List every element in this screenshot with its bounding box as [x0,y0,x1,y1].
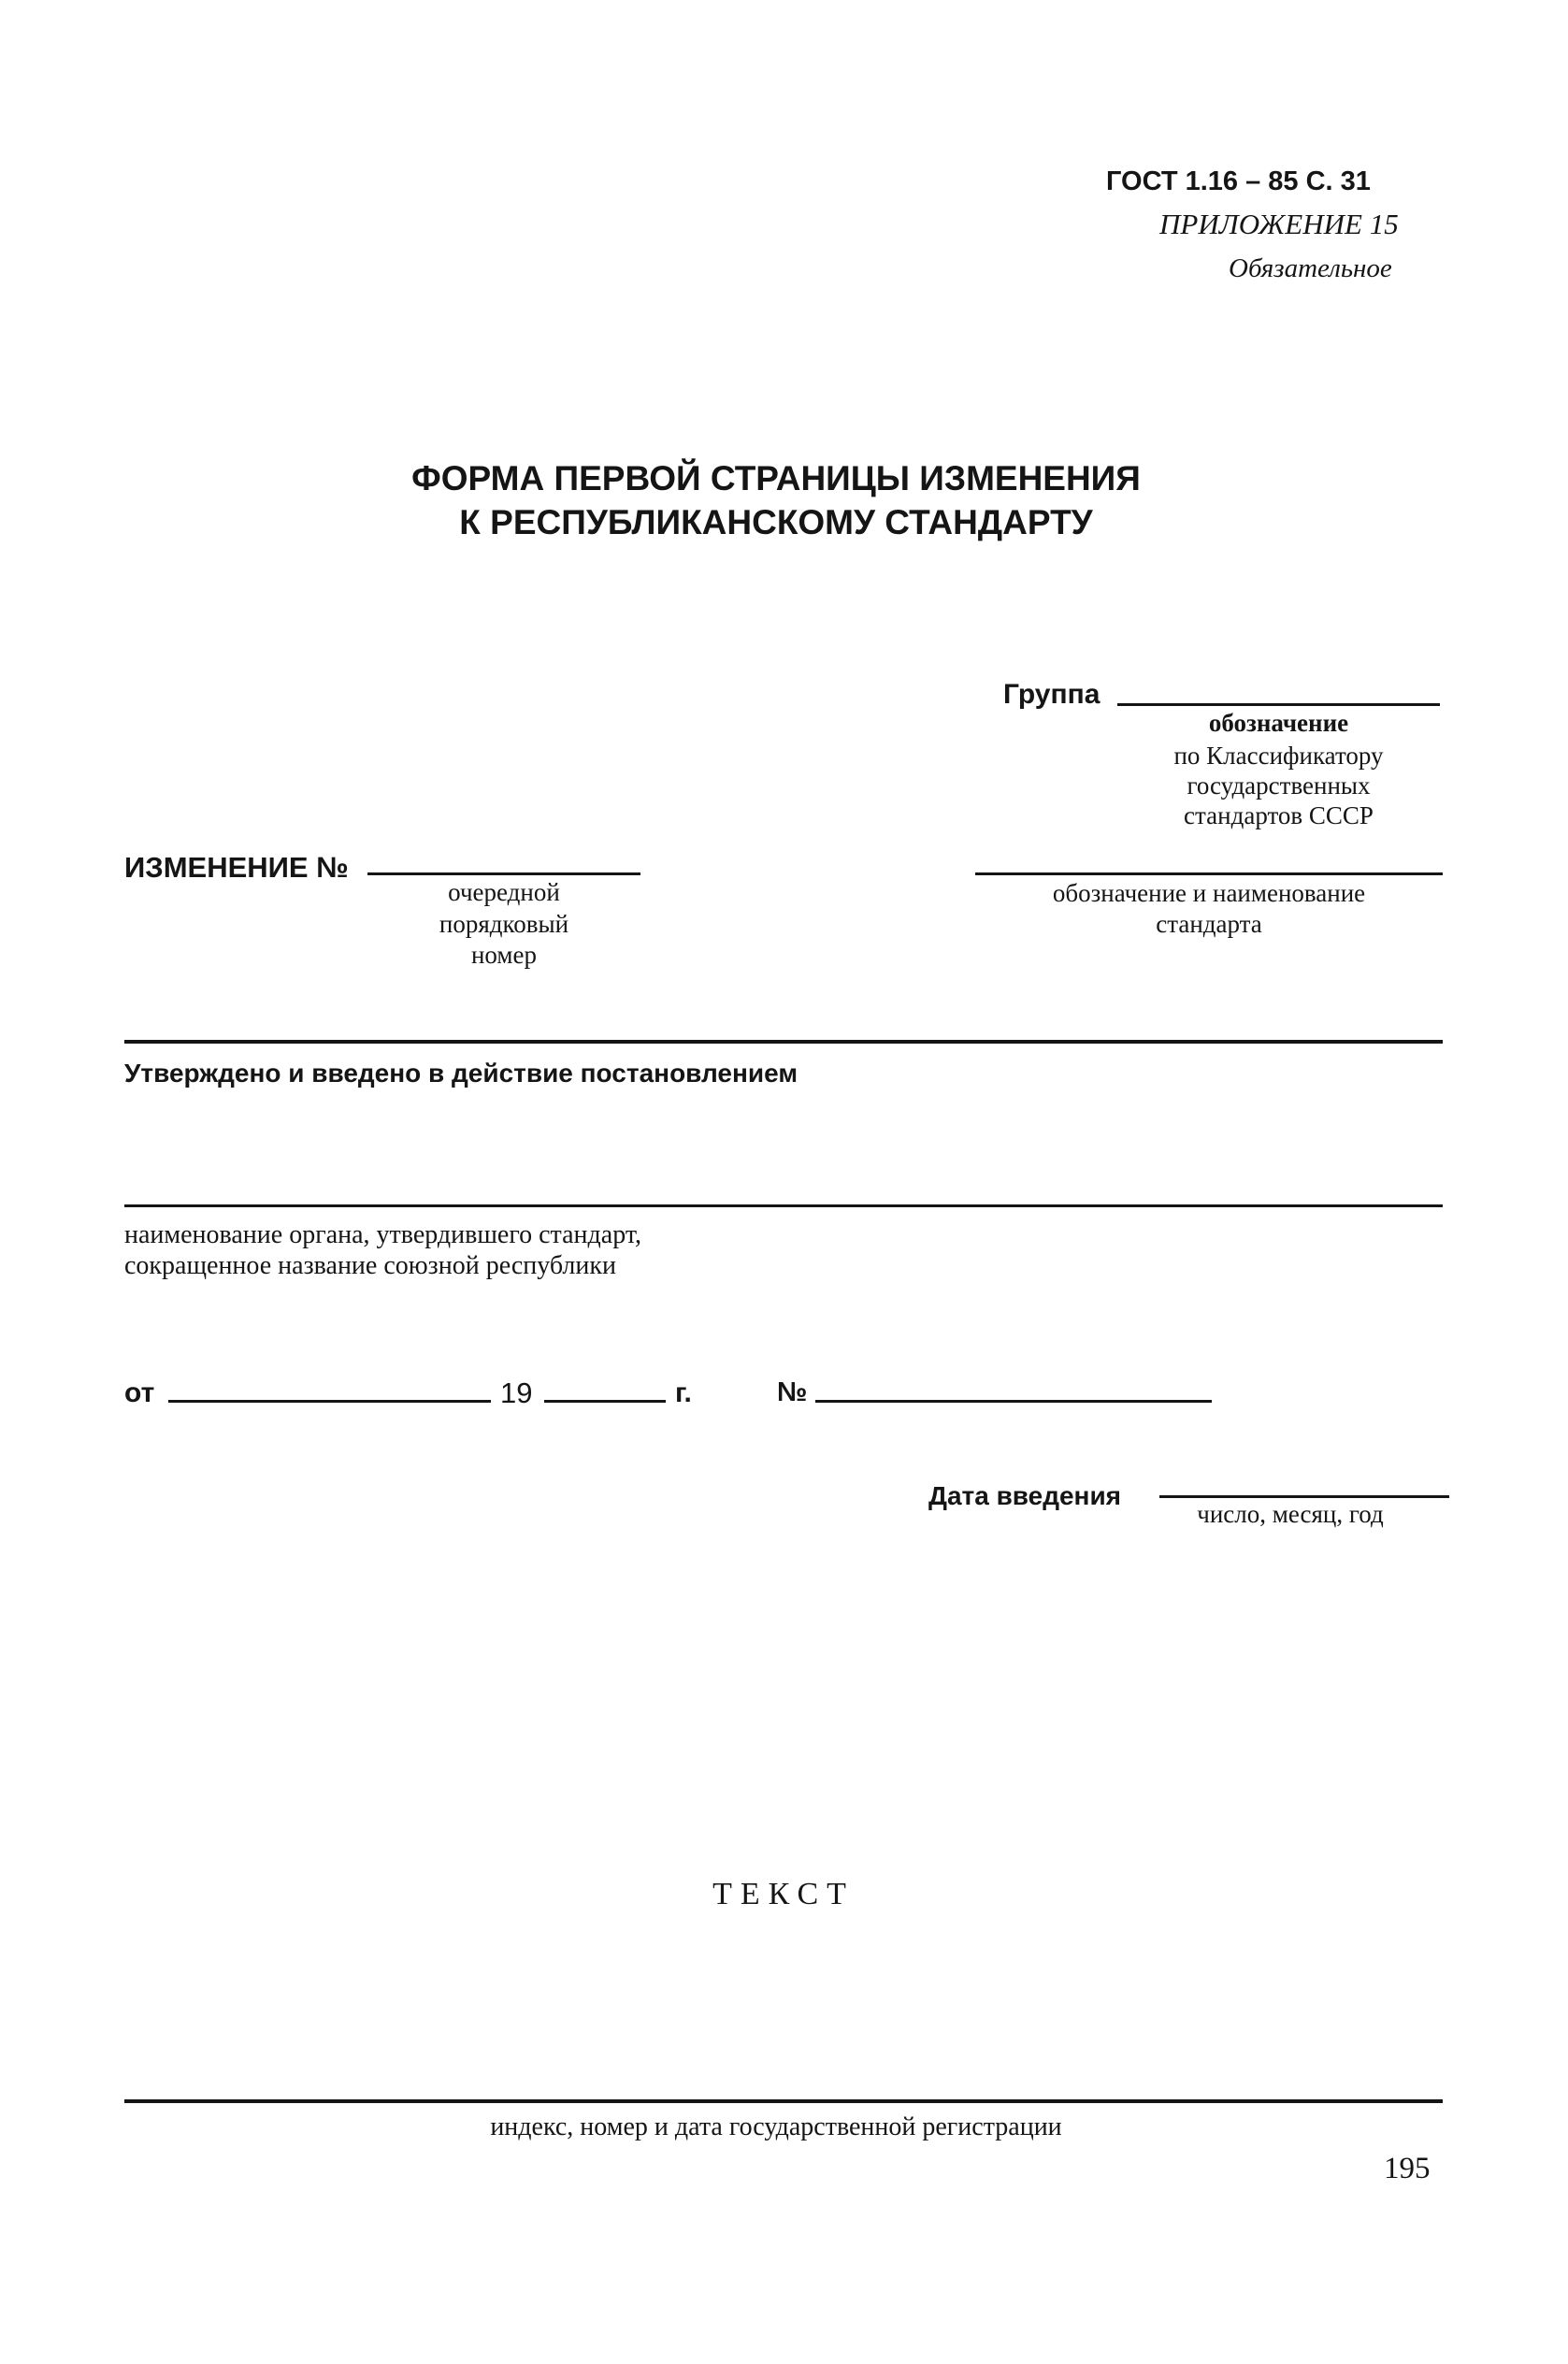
page-number: 195 [1384,2152,1431,2185]
body-text: ТЕКСТ [712,1877,855,1911]
group-label: Группа [1003,679,1100,710]
from-label: от [124,1377,155,1408]
date-input-line[interactable] [168,1400,491,1403]
group-caption-line-1: обозначение [1208,709,1349,737]
standard-caption-line-1: обозначение и наименование [1052,879,1366,907]
standard-code: ГОСТ 1.16 – 85 С. 31 [1106,166,1371,196]
amendment-caption-line-2: порядковый [439,910,569,938]
year-input-line[interactable] [544,1400,666,1403]
approved-caption-line-1: наименование органа, утвердившего стандарт, [124,1220,641,1249]
group-input-line[interactable] [1117,703,1440,706]
divider [124,1040,1443,1044]
standard-caption-line-2: стандарта [1156,910,1262,938]
year-suffix: г. [675,1377,692,1408]
footer-caption: индекс, номер и дата государственной регистрации [490,2112,1062,2141]
amendment-caption-line-1: очередной [448,878,560,906]
effective-date-label: Дата введения [928,1481,1122,1510]
group-caption-line-2: по Классификатору [1173,742,1384,770]
amendment-number-input-line[interactable] [367,872,640,875]
status-label: Обязательное [1229,253,1392,283]
effective-date-input-line[interactable] [1159,1495,1449,1498]
group-caption-line-4: стандартов СССР [1184,801,1374,829]
form-title-line-1: ФОРМА ПЕРВОЙ СТРАНИЦЫ ИЗМЕНЕНИЯ [411,459,1141,497]
standard-designation-input-line[interactable] [975,872,1443,875]
appendix-label: ПРИЛОЖЕНИЕ 15 [1159,208,1399,240]
amendment-caption-line-3: номер [470,941,537,969]
group-caption-line-3: государственных [1187,771,1371,800]
number-label: № [777,1377,808,1407]
resolution-number-input-line[interactable] [815,1400,1212,1403]
year-prefix: 19 [500,1377,533,1409]
effective-date-caption: число, месяц, год [1197,1500,1384,1528]
approved-caption-line-2: сокращенное название союзной республики [124,1251,616,1280]
form-title-line-2: К РЕСПУБЛИКАНСКОМУ СТАНДАРТУ [459,503,1093,541]
amendment-label: ИЗМЕНЕНИЕ № [124,851,349,884]
registration-input-line[interactable] [124,2099,1443,2103]
approved-label: Утверждено и введено в действие постановлением [124,1059,798,1088]
approving-body-input-line[interactable] [124,1204,1443,1207]
